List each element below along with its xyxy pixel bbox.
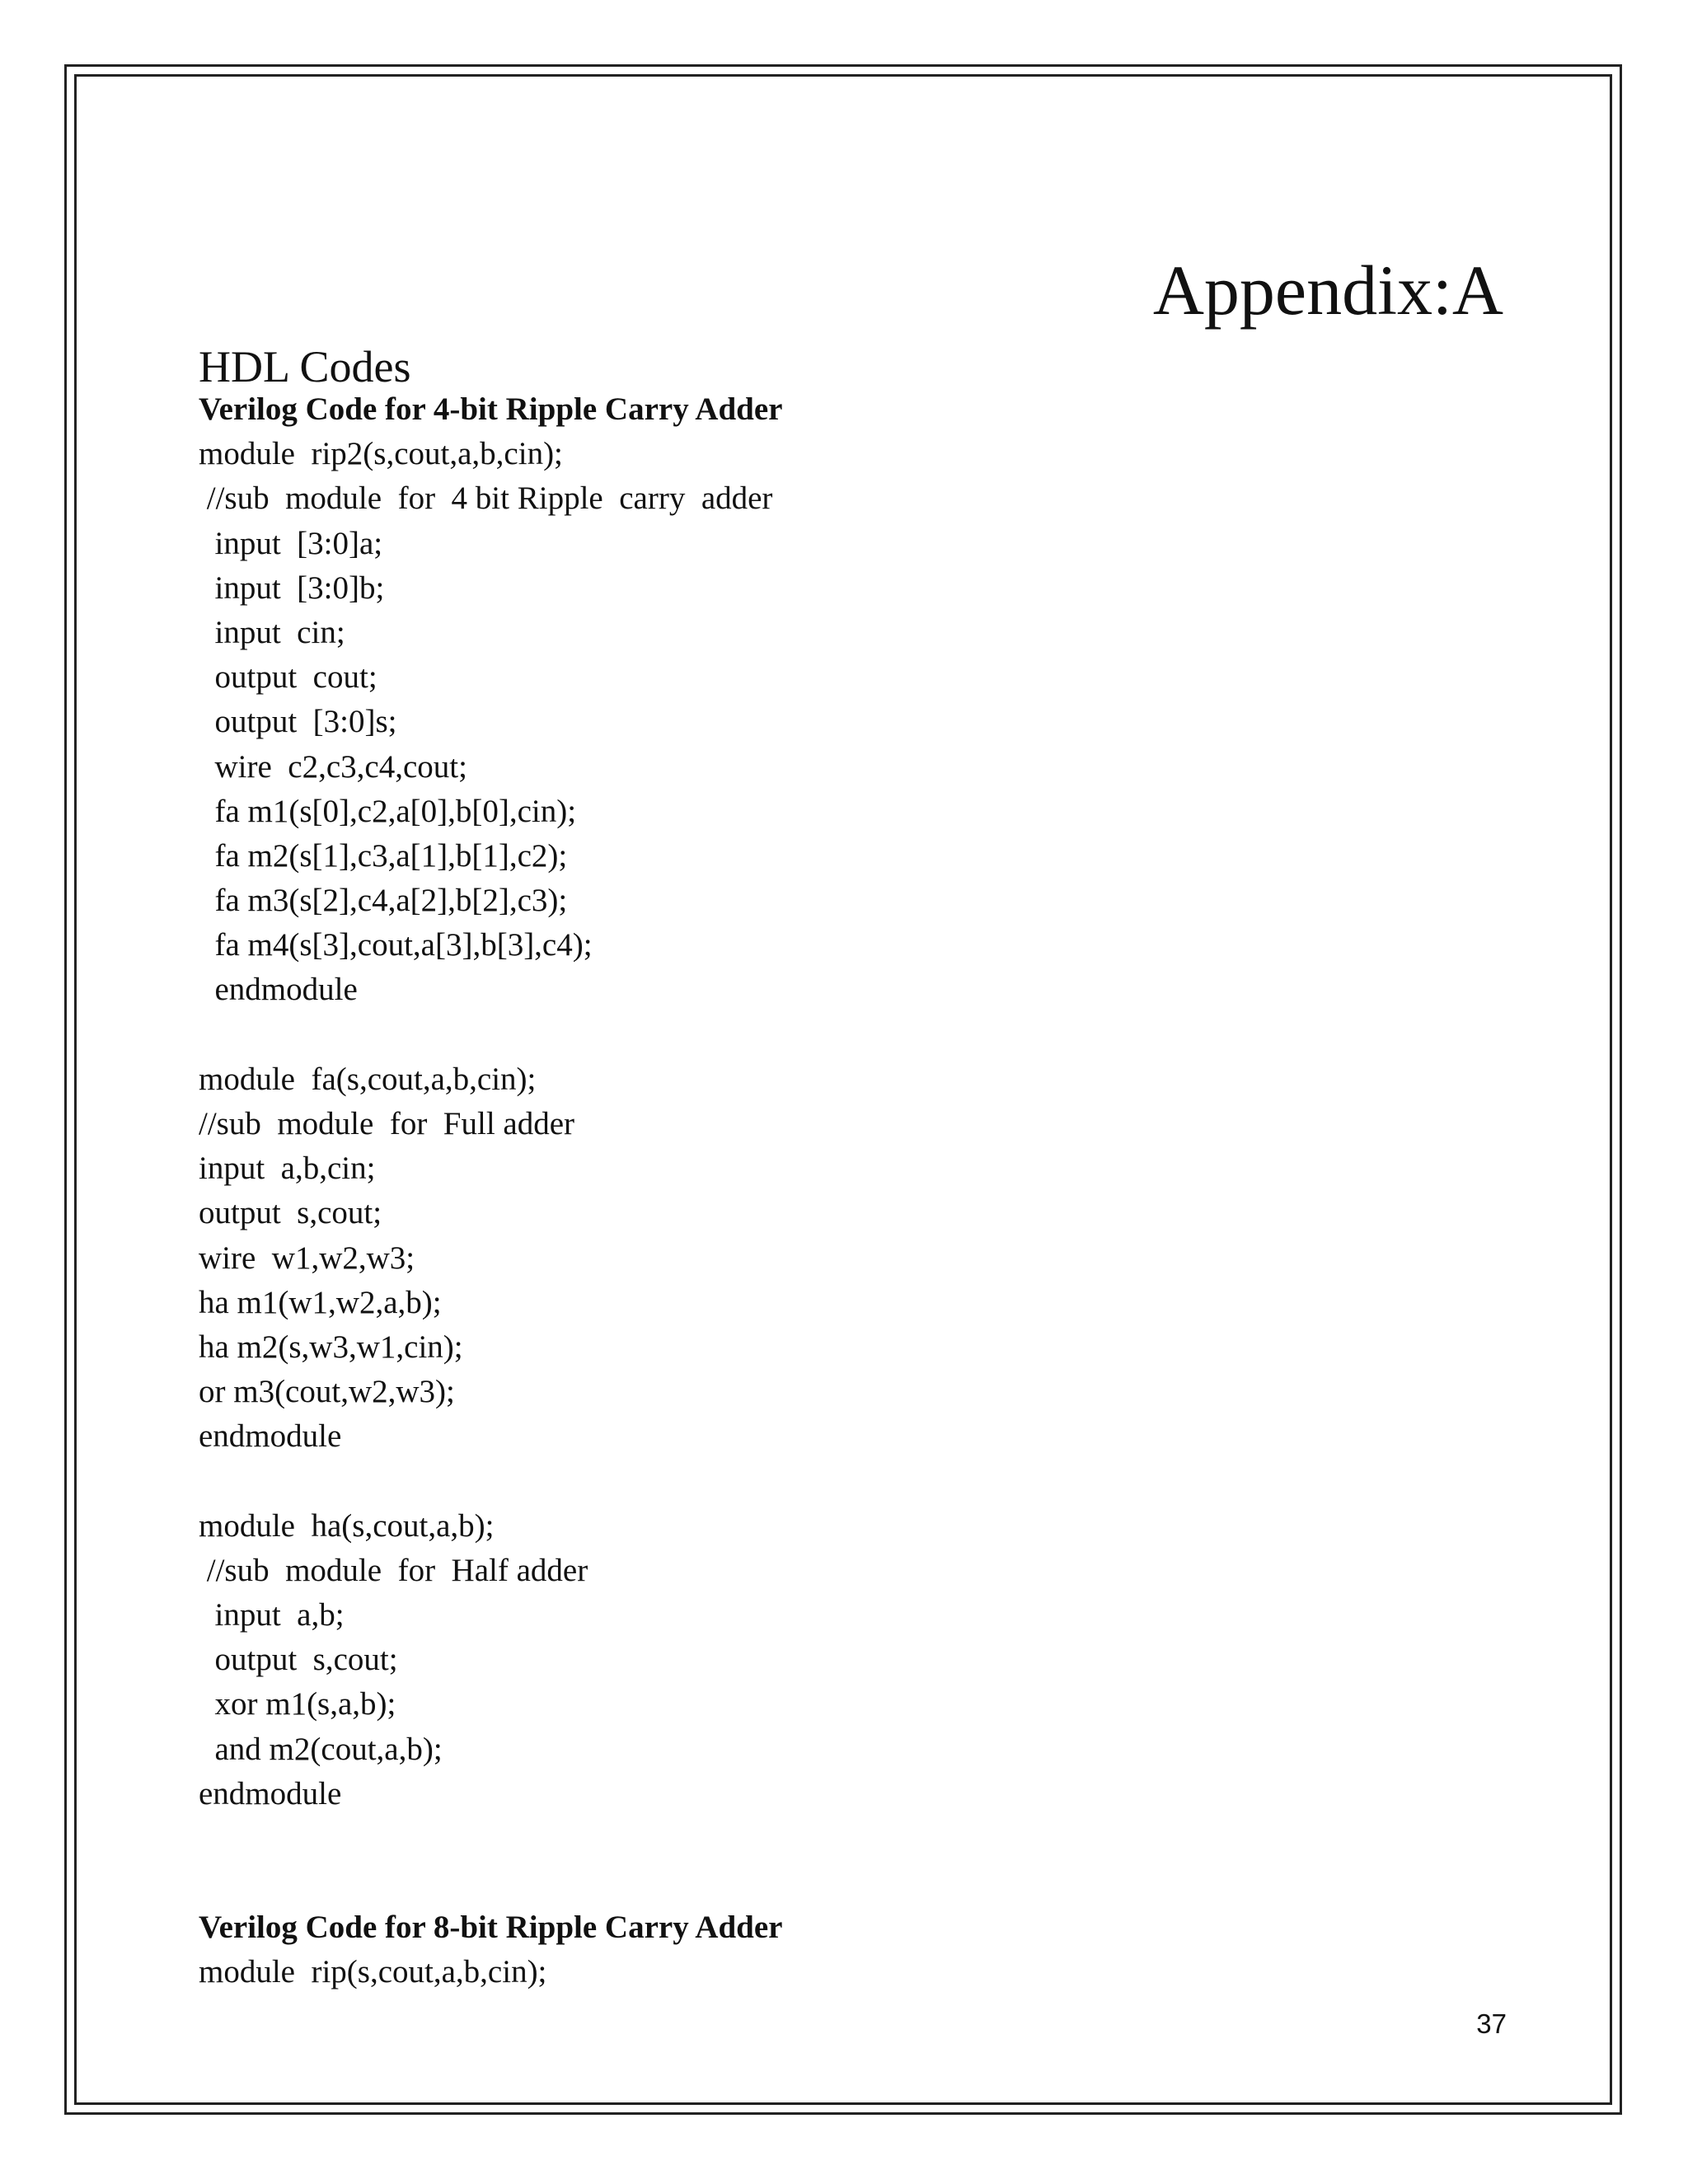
code-line: and m2(cout,a,b); [199,1731,443,1767]
code-line: wire c2,c3,c4,cout; [199,748,467,785]
code-line: input [3:0]a; [199,525,383,561]
code-line: module ha(s,cout,a,b); [199,1507,495,1544]
blank-line [199,1013,1517,1057]
code-line: xor m1(s,a,b); [199,1686,396,1722]
code-line: fa m1(s[0],c2,a[0],b[0],cin); [199,793,577,829]
block4-heading: Verilog Code for 8-bit Ripple Carry Adder [199,1910,783,1945]
code-line: or m3(cout,w2,w3); [199,1374,455,1410]
code-line: //sub module for Half adder [199,1552,588,1588]
code-line: fa m2(s[1],c3,a[1],b[1],c2); [199,837,568,874]
blank-gap [199,1816,1517,1905]
code-line: //sub module for 4 bit Ripple carry adder [199,480,773,517]
blank-line [199,1460,1517,1504]
code-line: input [3:0]b; [199,569,385,606]
code-line: output s,cout; [199,1642,398,1678]
code-line: module fa(s,cout,a,b,cin); [199,1061,537,1097]
code-line: input a,b,cin; [199,1151,376,1187]
appendix-title: Appendix:A [1152,251,1503,330]
page-number: 37 [1476,2008,1507,2039]
code-line: module rip(s,cout,a,b,cin); [199,1954,547,1990]
code-line: //sub module for Full adder [199,1106,575,1141]
code-line: endmodule [199,972,358,1008]
code-line: output s,cout; [199,1195,382,1231]
section-title: HDL Codes [199,342,411,391]
code-line: module rip2(s,cout,a,b,cin); [199,436,563,472]
code-line: output cout; [199,659,377,696]
code-line: endmodule [199,1418,342,1455]
code-line: ha m2(s,w3,w1,cin); [199,1329,463,1365]
code-line: fa m3(s[2],c4,a[2],b[2],c3); [199,883,568,919]
code-line: input a,b; [199,1597,345,1633]
code-line: input cin; [199,614,345,650]
code-line: fa m4(s[3],cout,a[3],b[3],c4); [199,927,593,963]
code-line: output [3:0]s; [199,704,397,740]
code-content [199,387,1517,1994]
code-line: ha m1(w1,w2,a,b); [199,1284,442,1320]
code-line: wire w1,w2,w3; [199,1240,415,1276]
code-line: endmodule [199,1775,342,1811]
block1-heading: Verilog Code for 4-bit Ripple Carry Adder [199,391,783,427]
